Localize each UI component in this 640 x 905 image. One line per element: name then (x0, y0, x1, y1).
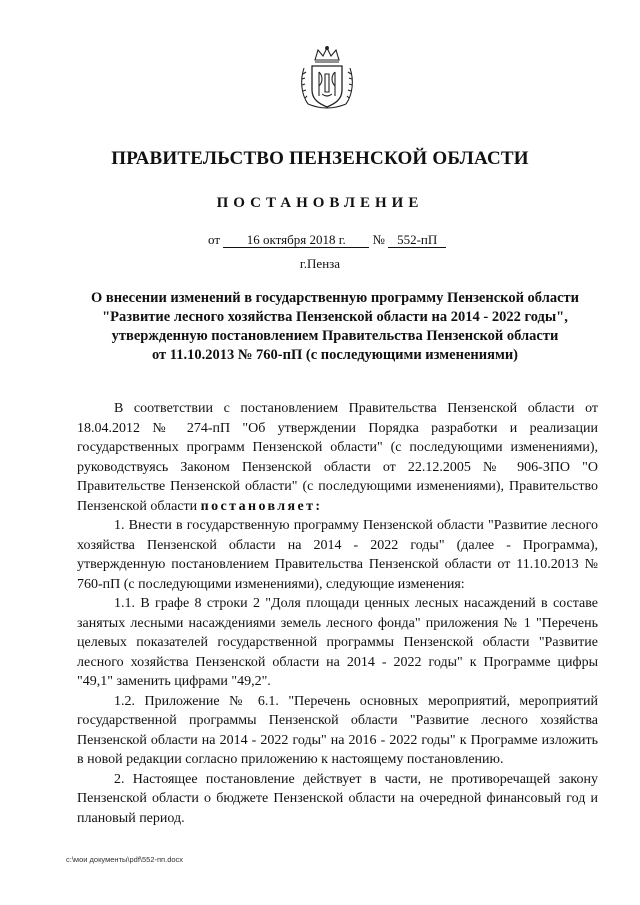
document-date: 16 октября 2018 г. (223, 232, 369, 248)
city: г.Пенза (299, 256, 341, 271)
document-number: 552-пП (388, 232, 446, 248)
government-title: ПРАВИТЕЛЬСТВО ПЕНЗЕНСКОЙ ОБЛАСТИ (111, 148, 529, 169)
paragraph (77, 399, 598, 516)
paragraph: 1.1. В графе 8 строки 2 "Доля площади ценных лесных насаждений в составе занятых лесными насаждениями земель лесного фонда" приложения № 1 "Перечень целевых показателей государственной программы Пензенской области "Развитие лесного хозяйства Пензенской области на 2014 - 2022 годы" к Программе цифры "49,1" заменить цифрами "49,2". (77, 596, 598, 689)
date-number-line (208, 232, 446, 248)
document-body (77, 399, 598, 828)
document-type: ПОСТАНОВЛЕНИЕ (216, 195, 424, 211)
paragraph: 1.2. Приложение № 6.1. "Перечень основных мероприятий, мероприятий государственной программы Пензенской области "Развитие лесного хозяйства Пензенской области на 2014 - 2022 годы" на 2016 - 2022 годы" к Программе изложить в новой редакции согласно приложению к настоящему постановлению. (77, 693, 598, 767)
number-prefix: № (372, 232, 385, 247)
date-prefix: от (208, 232, 221, 247)
heading-line: "Развитие лесного хозяйства Пензенской области на 2014 - 2022 годы", (102, 309, 568, 325)
paragraph: 2. Настоящее постановление действует в части, не противоречащей закону Пензенской области о бюджете Пензенской области на очередной финансовый год и плановый период. (77, 771, 598, 826)
resolves-keyword: постановляет: (200, 498, 323, 514)
heading-line: от 11.10.2013 № 760-пП (с последующими изменениями) (151, 347, 519, 363)
paragraph-text: В соответствии с постановлением Правительства Пензенской области от 18.04.2012 № 274-пП "Об утверждении Порядка разработки и реализации государственных программ Пензенской области" (с последующими изменениями), руководствуясь Законом Пензенской области от 22.12.2005 № 906-ЗПО "О Правительстве Пензенской области" (с последующими изменениями), Правительство Пензенской области (77, 401, 598, 514)
paragraph: 1. Внести в государственную программу Пензенской области "Развитие лесного хозяйства Пензенской области на 2014 - 2022 годы" (далее - Программа), утвержденную постановлением Правительства Пензенской области от 11.10.2013 № 760-пП (с последующими изменениями), следующие изменения: (77, 518, 598, 592)
document-heading (70, 289, 600, 365)
heading-line: О внесении изменений в государственную программу Пензенской области (90, 290, 579, 306)
heading-line: утвержденную постановлением Правительства Пензенской области (111, 328, 559, 344)
coat-of-arms-icon (296, 46, 358, 112)
file-path-footer: c:\мои документы\pdf\552-пп.docx (66, 855, 184, 864)
